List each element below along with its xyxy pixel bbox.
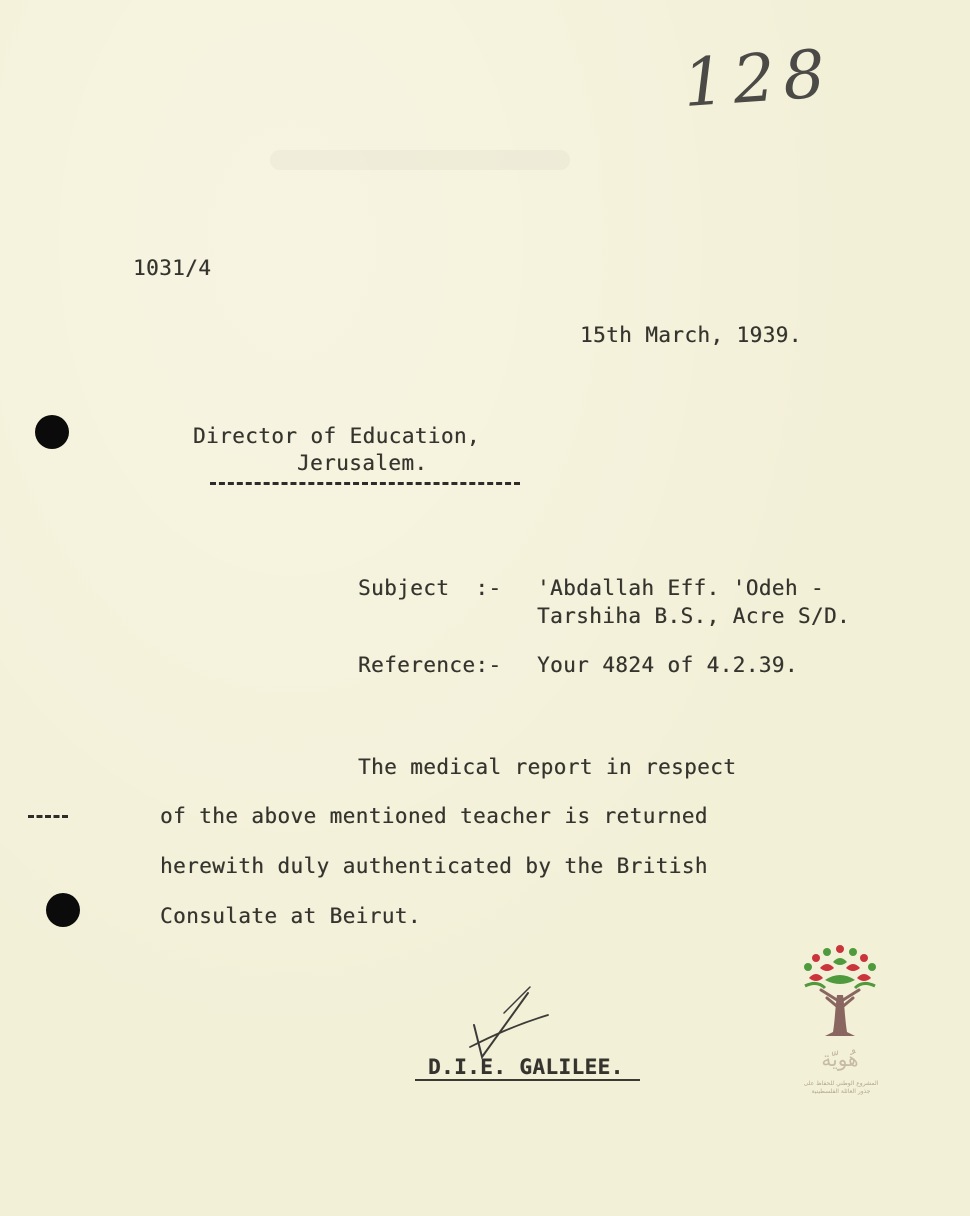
addressee-underline [210, 482, 520, 485]
body-line-1: The medical report in respect [358, 755, 737, 779]
addressee-line-2: Jerusalem. [297, 451, 428, 475]
body-line-4: Consulate at Beirut. [160, 904, 421, 928]
reference-label: Reference:- [358, 653, 502, 677]
logo-arabic-word: هُويّة [821, 1047, 859, 1071]
logo-caption [793, 1080, 889, 1096]
paper-smudge [270, 150, 570, 170]
letter-date: 15th March, 1939. [580, 323, 802, 347]
subject-label: Subject :- [358, 576, 502, 600]
logo-people-icon [804, 945, 876, 988]
folio-number: 128 [680, 34, 836, 123]
file-reference: 1031/4 [133, 256, 212, 280]
signature-block: D.I.E. GALILEE. [428, 1055, 624, 1079]
body-line-2: of the above mentioned teacher is returned [160, 804, 708, 828]
subject-line-2: Tarshiha B.S., Acre S/D. [537, 604, 851, 628]
reference-value: Your 4824 of 4.2.39. [537, 653, 798, 677]
margin-dash-mark [28, 815, 68, 818]
addressee-line-1: Director of Education, [193, 424, 480, 448]
logo-caption-line-2: جذور العائلة الفلسطينية [811, 1088, 871, 1095]
punch-hole-bottom [46, 893, 80, 927]
body-line-3: herewith duly authenticated by the British [160, 854, 708, 878]
logo-caption-line-1: المشروع الوطني للحفاظ على [803, 1080, 879, 1087]
tree-family-logo [795, 940, 885, 1100]
subject-line-1: 'Abdallah Eff. 'Odeh - [537, 576, 824, 600]
signature-underline [415, 1079, 640, 1081]
punch-hole-top [35, 415, 69, 449]
